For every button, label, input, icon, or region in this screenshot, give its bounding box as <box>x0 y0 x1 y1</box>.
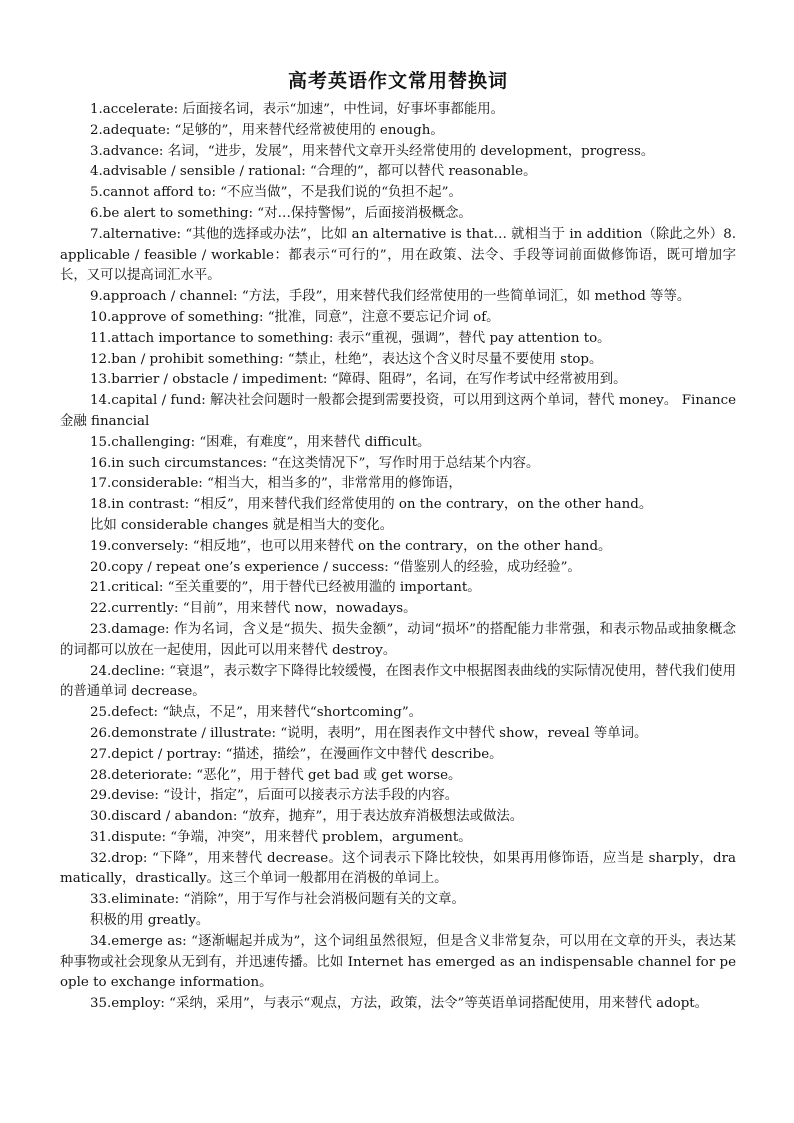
list-item: 23.damage: 作为名词，含义是“损失、损失金额”，动词“损坏”的搭配能力非常强，和表示物品或抽象概念的词都可以放在一起使用，因此可以用来替代 destroy。 <box>60 621 736 658</box>
list-item: 15.challenging: “困难，有难度”，用来替代 difficult。 <box>90 434 431 450</box>
list-item: 10.approve of something: “批准，同意”，注意不要忘记介词 of。 <box>90 309 500 325</box>
list-item: 32.drop: “下降”，用来替代 decrease。这个词表示下降比较快，如果再用修饰语，应当是 sharply，dramatically，drastically。这三个单词一般都用在消极的单词上。 <box>60 850 736 887</box>
list-item: 30.discard / abandon: “放弃，抛弃”，用于表达放弃消极想法或做法。 <box>90 809 524 825</box>
list-item: 29.devise: “设计，指定”，后面可以接表示方法手段的内容。 <box>90 788 459 804</box>
page-title: 高考英语作文常用替换词 <box>287 70 508 92</box>
list-item: 26.demonstrate / illustrate: “说明，表明”，用在图表作文中替代 show，reveal 等单词。 <box>90 725 648 741</box>
list-item: 14.capital / fund: 解决社会问题时一般都会提到需要投资，可以用到这两个单词，替代 money。 Finance 金融 financial <box>60 393 736 429</box>
list-item: 19.conversely: “相反地”，也可以用来替代 on the contrary，on the other hand。 <box>90 538 612 554</box>
list-item: 4.advisable / sensible / rational: “合理的”，都可以替代 reasonable。 <box>90 164 537 180</box>
list-item: 9.approach / channel: “方法，手段”，用来替代我们经常使用的一些简单词汇，如 method 等等。 <box>90 289 691 305</box>
list-item: 6.be alert to something: “对…保持警惕”，后面接消极概念。 <box>90 205 472 221</box>
list-item: 21.critical: “至关重要的”，用于替代已经被用滥的 important。 <box>90 580 481 596</box>
list-item: 5.cannot afford to: “不应当做”，不是我们说的“负担不起”。 <box>90 185 462 201</box>
list-item: 31.dispute: “争端，冲突”，用来替代 problem，argument。 <box>90 829 472 845</box>
list-item: 16.in such circumstances: “在这类情况下”，写作时用于总结某个内容。 <box>90 455 540 471</box>
list-item: 33.eliminate: “消除”，用于写作与社会消极问题有关的文章。 <box>90 892 465 908</box>
list-item: 27.depict / portray: “描述，描绘”，在漫画作文中替代 describe。 <box>90 746 503 762</box>
list-item: 7.alternative: “其他的选择或办法”，比如 an alternative is that… 就相当于 in addition（除此之外）8.applicable / feasible / workable：都表示“可行的”，用在政策、法令、手段等词前面做修饰语，既可增加字长，又可以提高词汇水平。 <box>60 226 736 284</box>
list-item: 18.in contrast: “相反”，用来替代我们经常使用的 on the contrary，on the other hand。 <box>90 497 653 513</box>
list-item: 24.decline: “衰退”，表示数字下降得比较缓慢，在图表作文中根据图表曲线的实际情况使用，替代我们使用的普通单词 decrease。 <box>60 663 736 700</box>
list-item: 3.advance: 名词，“进步，发展”，用来替代文章开头经常使用的 development，progress。 <box>90 143 655 159</box>
list-item: 17.considerable: “相当大，相当多的”，非常常用的修饰语， <box>90 476 462 492</box>
list-item: 35.employ: “采纳，采用”，与表示“观点，方法，政策，法令”等英语单词搭配使用，用来替代 adopt。 <box>90 996 709 1012</box>
list-item: 25.defect: “缺点，不足”，用来替代“shortcoming”。 <box>90 705 423 721</box>
list-item: 22.currently: “目前”，用来替代 now，nowadays。 <box>90 601 417 617</box>
list-item: 20.copy / repeat one’s experience / success: “借鉴别人的经验，成功经验”。 <box>90 559 581 575</box>
list-item: 12.ban / prohibit something: “禁止，杜绝”，表达这个含义时尽量不要使用 stop。 <box>90 351 603 367</box>
list-item: 28.deteriorate: “恶化”，用于替代 get bad 或 get worse。 <box>90 767 462 783</box>
list-item: 13.barrier / obstacle / impediment: “障碍、阻碍”，名词，在写作考试中经常被用到。 <box>90 372 627 388</box>
drop-note: 积极的用 greatly。 <box>90 913 210 929</box>
list-item: 2.adequate: “足够的”，用来替代经常被使用的 enough。 <box>90 122 444 138</box>
list-item: 1.accelerate: 后面接名词，表示“加速”，中性词，好事坏事都能用。 <box>90 102 505 117</box>
list-item: 11.attach importance to something: 表示“重视，强调”，替代 pay attention to。 <box>90 330 611 346</box>
list-item: 34.emerge as: “逐渐崛起并成为”，这个词组虽然很短，但是含义非常复杂，可以用在文章的开头，表达某种事物或社会现象从无到有，并迅速传播。比如 Internet has emerged as an indispensable channel for people to exchange information。 <box>60 933 736 991</box>
considerable-example: 比如 considerable changes 就是相当大的变化。 <box>90 517 394 533</box>
